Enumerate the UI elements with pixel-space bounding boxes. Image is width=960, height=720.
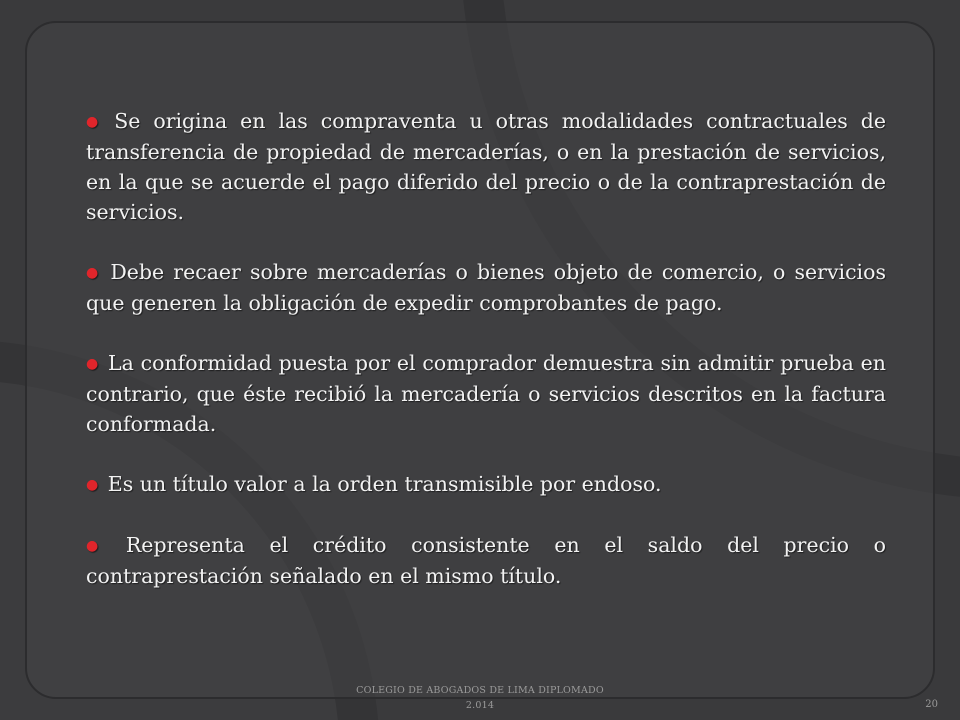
bullet-dot-icon: ●: [86, 477, 99, 493]
footer: [330, 683, 630, 713]
bullet-dot-icon: ●: [86, 265, 99, 281]
footer-line: 2.014: [465, 700, 495, 711]
bullet-item: [86, 530, 886, 591]
bullet-text: Debe recaer sobre mercaderías o bienes objeto de comercio, o servicios que generen la obligación de expedir comprobantes de pago.: [86, 260, 886, 315]
bullet-item: [86, 348, 886, 439]
bullet-text: Se origina en las compraventa u otras modalidades contractuales de transferencia de propiedad de mercaderías, o en la prestación de servicios, en la que se acuerde el pago diferido del precio o de la contraprestación de servicios.: [86, 109, 886, 224]
footer-line: COLEGIO DE ABOGADOS DE LIMA DIPLOMADO: [356, 685, 604, 696]
bullet-list: [86, 106, 886, 591]
bullet-text: Representa el crédito consistente en el saldo del precio o contraprestación señalado en el mismo título.: [86, 533, 886, 588]
bullet-text: Es un título valor a la orden transmisible por endoso.: [107, 472, 662, 496]
bullet-item: [86, 106, 886, 227]
bullet-dot-icon: ●: [86, 538, 99, 554]
bullet-dot-icon: ●: [86, 114, 99, 130]
bullet-text: La conformidad puesta por el comprador demuestra sin admitir prueba en contrario, que éste recibió la mercadería o servicios descritos en la factura conformada.: [86, 351, 886, 436]
page-number: 20: [925, 699, 938, 710]
bullet-dot-icon: ●: [86, 356, 99, 372]
bullet-item: [86, 257, 886, 318]
bullet-item: [86, 469, 886, 500]
